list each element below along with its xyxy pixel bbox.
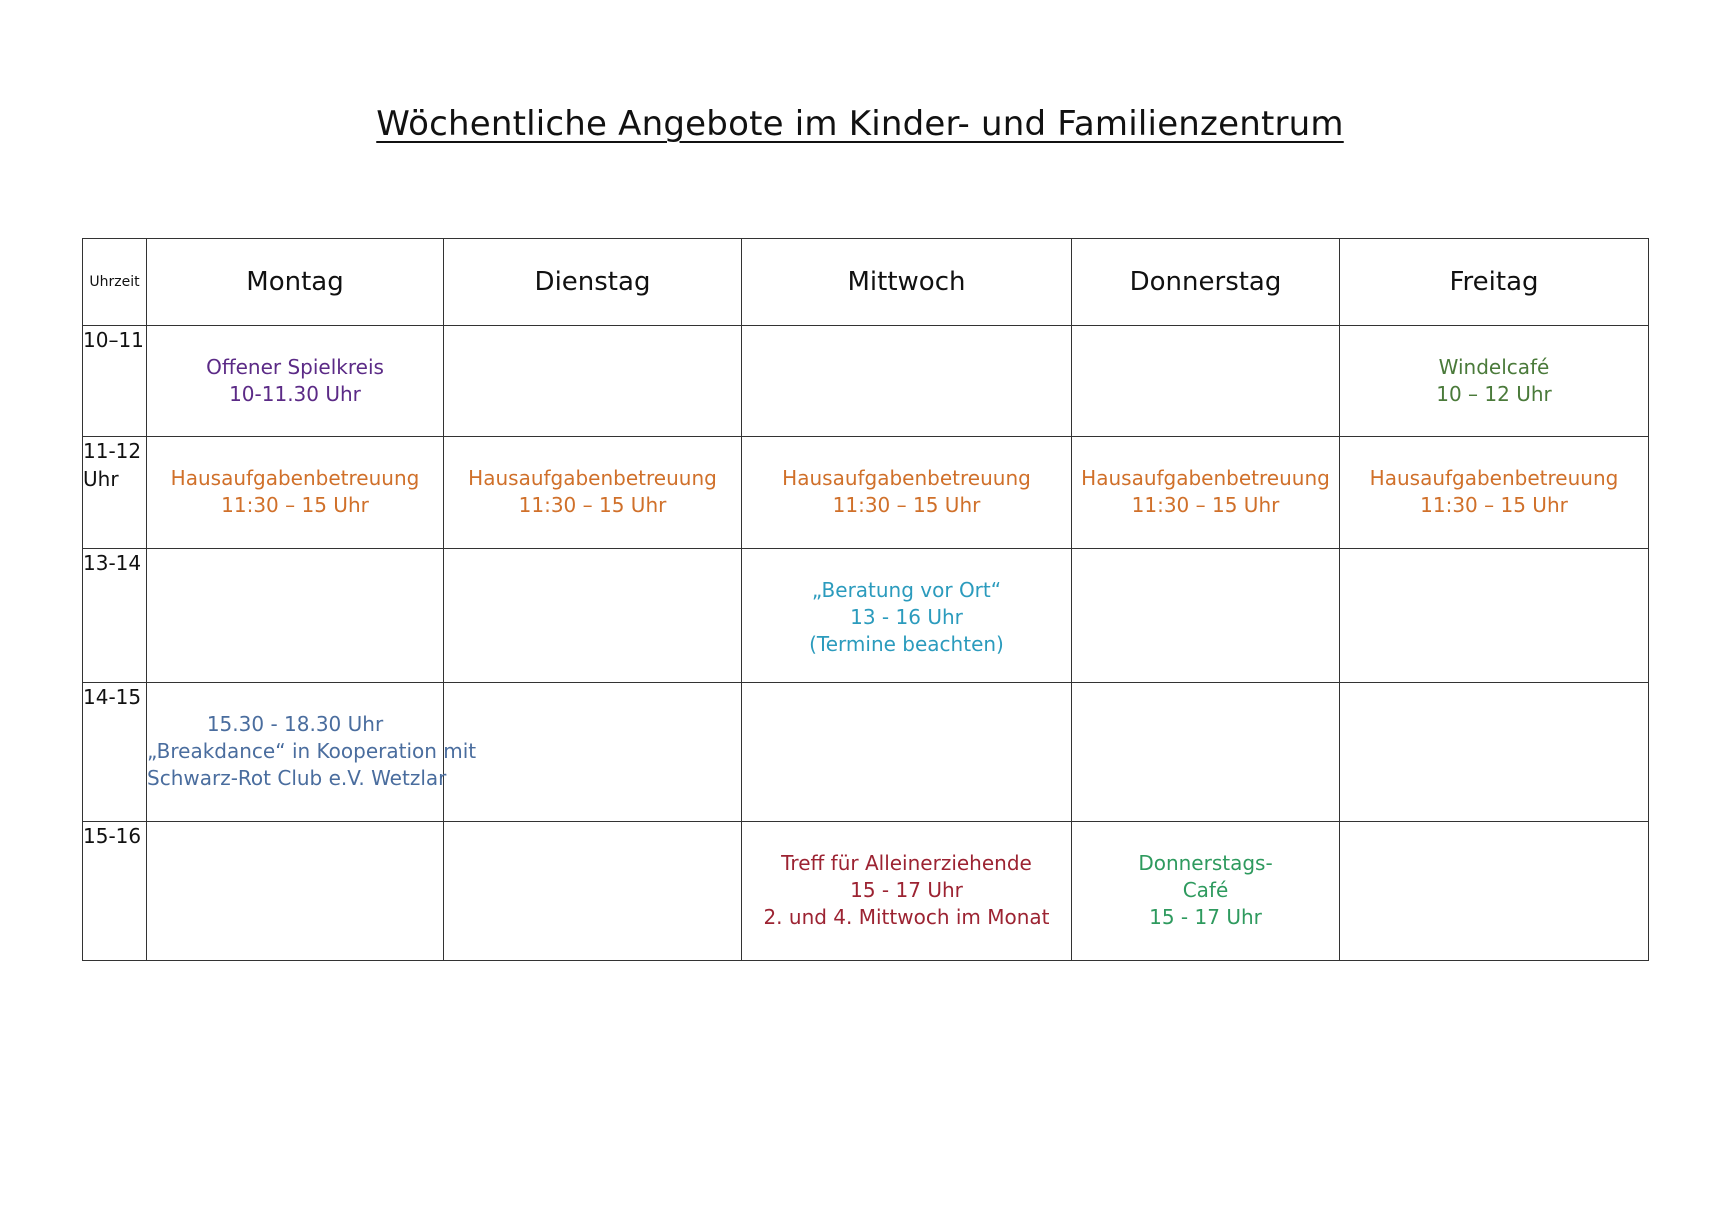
table-row — [83, 822, 1649, 961]
cell-mittwoch — [742, 326, 1072, 437]
event-hausaufgabenbetreuung — [444, 437, 741, 519]
event-line: „Beratung vor Ort“ — [811, 578, 1002, 602]
cell-mittwoch — [742, 549, 1072, 683]
event-hausaufgabenbetreuung — [147, 437, 443, 519]
cell-freitag — [1340, 549, 1649, 683]
event-line: (Termine beachten) — [809, 632, 1004, 656]
day-header-mittwoch: Mittwoch — [742, 239, 1072, 326]
cell-dienstag — [444, 549, 742, 683]
event-line: Donnerstags- — [1138, 851, 1273, 875]
day-header-montag: Montag — [147, 239, 444, 326]
cell-dienstag — [444, 437, 742, 549]
cell-montag — [147, 822, 444, 961]
cell-dienstag — [444, 683, 742, 822]
event-line: 2. und 4. Mittwoch im Monat — [763, 905, 1050, 929]
event-line: „Breakdance“ in Kooperation mit — [147, 739, 477, 763]
event-line: 11:30 – 15 Uhr — [1420, 493, 1568, 517]
event-donnerstags-cafe — [1072, 822, 1339, 931]
cell-donnerstag — [1072, 437, 1340, 549]
cell-montag — [147, 683, 477, 822]
time-slot: 15-16 — [83, 822, 147, 961]
event-breakdance — [147, 683, 477, 792]
event-line: Schwarz-Rot Club e.V. Wetzlar — [147, 766, 447, 790]
event-line: 11:30 – 15 Uhr — [1131, 493, 1280, 517]
page-title-text: Wöchentliche Angebote im Kinder- und Familienzentrum — [376, 104, 1344, 144]
event-line: Hausaufgabenbetreuung — [1081, 466, 1330, 490]
time-slot: 10–11 — [83, 326, 147, 437]
day-header-donnerstag: Donnerstag — [1072, 239, 1340, 326]
schedule-table — [82, 238, 1649, 961]
table-row — [83, 549, 1649, 683]
event-hausaufgabenbetreuung — [1072, 437, 1339, 519]
cell-freitag — [1340, 326, 1649, 437]
event-hausaufgabenbetreuung — [1340, 437, 1648, 519]
cell-mittwoch — [742, 437, 1072, 549]
day-header-freitag: Freitag — [1340, 239, 1649, 326]
event-line: Hausaufgabenbetreuung — [782, 466, 1031, 490]
cell-mittwoch — [742, 822, 1072, 961]
time-column-header: Uhrzeit — [83, 239, 147, 326]
cell-donnerstag — [1072, 326, 1340, 437]
cell-mittwoch — [742, 683, 1072, 822]
cell-dienstag — [444, 326, 742, 437]
event-offener-spielkreis — [147, 326, 443, 408]
event-line: 15 - 17 Uhr — [1149, 905, 1262, 929]
time-slot: 13-14 — [83, 549, 147, 683]
event-windelcafe — [1340, 326, 1648, 408]
cell-freitag — [1340, 437, 1649, 549]
cell-montag — [147, 326, 444, 437]
event-treff-alleinerziehende — [742, 822, 1071, 931]
cell-freitag — [1340, 822, 1649, 961]
event-line: Hausaufgabenbetreuung — [468, 466, 717, 490]
header-row — [83, 239, 1649, 326]
cell-montag — [147, 437, 444, 549]
cell-donnerstag — [1072, 549, 1340, 683]
event-line: Treff für Alleinerziehende — [781, 851, 1032, 875]
event-line: 15.30 - 18.30 Uhr — [206, 712, 384, 736]
event-line: Café — [1182, 878, 1229, 902]
event-line: 13 - 16 Uhr — [850, 605, 963, 629]
event-line: Hausaufgabenbetreuung — [170, 466, 420, 490]
table-row — [83, 683, 1649, 822]
time-slot: 11-12 Uhr — [83, 437, 147, 549]
event-line: 10-11.30 Uhr — [229, 382, 361, 406]
event-line: Hausaufgabenbetreuung — [1369, 466, 1619, 490]
cell-montag — [147, 549, 444, 683]
table-row — [83, 437, 1649, 549]
cell-dienstag — [444, 822, 742, 961]
time-slot: 14-15 — [83, 683, 147, 822]
page-title — [0, 104, 1720, 144]
event-line: 11:30 – 15 Uhr — [832, 493, 981, 517]
event-hausaufgabenbetreuung — [742, 437, 1071, 519]
event-line: 10 – 12 Uhr — [1436, 382, 1552, 406]
cell-freitag — [1340, 683, 1649, 822]
cell-donnerstag — [1072, 822, 1340, 961]
event-line: 11:30 – 15 Uhr — [221, 493, 369, 517]
table-row — [83, 326, 1649, 437]
day-header-dienstag: Dienstag — [444, 239, 742, 326]
cell-donnerstag — [1072, 683, 1340, 822]
event-line: Windelcafé — [1438, 355, 1550, 379]
event-beratung-vor-ort — [742, 549, 1071, 658]
event-line: Offener Spielkreis — [206, 355, 384, 379]
event-line: 15 - 17 Uhr — [850, 878, 963, 902]
event-line: 11:30 – 15 Uhr — [518, 493, 667, 517]
